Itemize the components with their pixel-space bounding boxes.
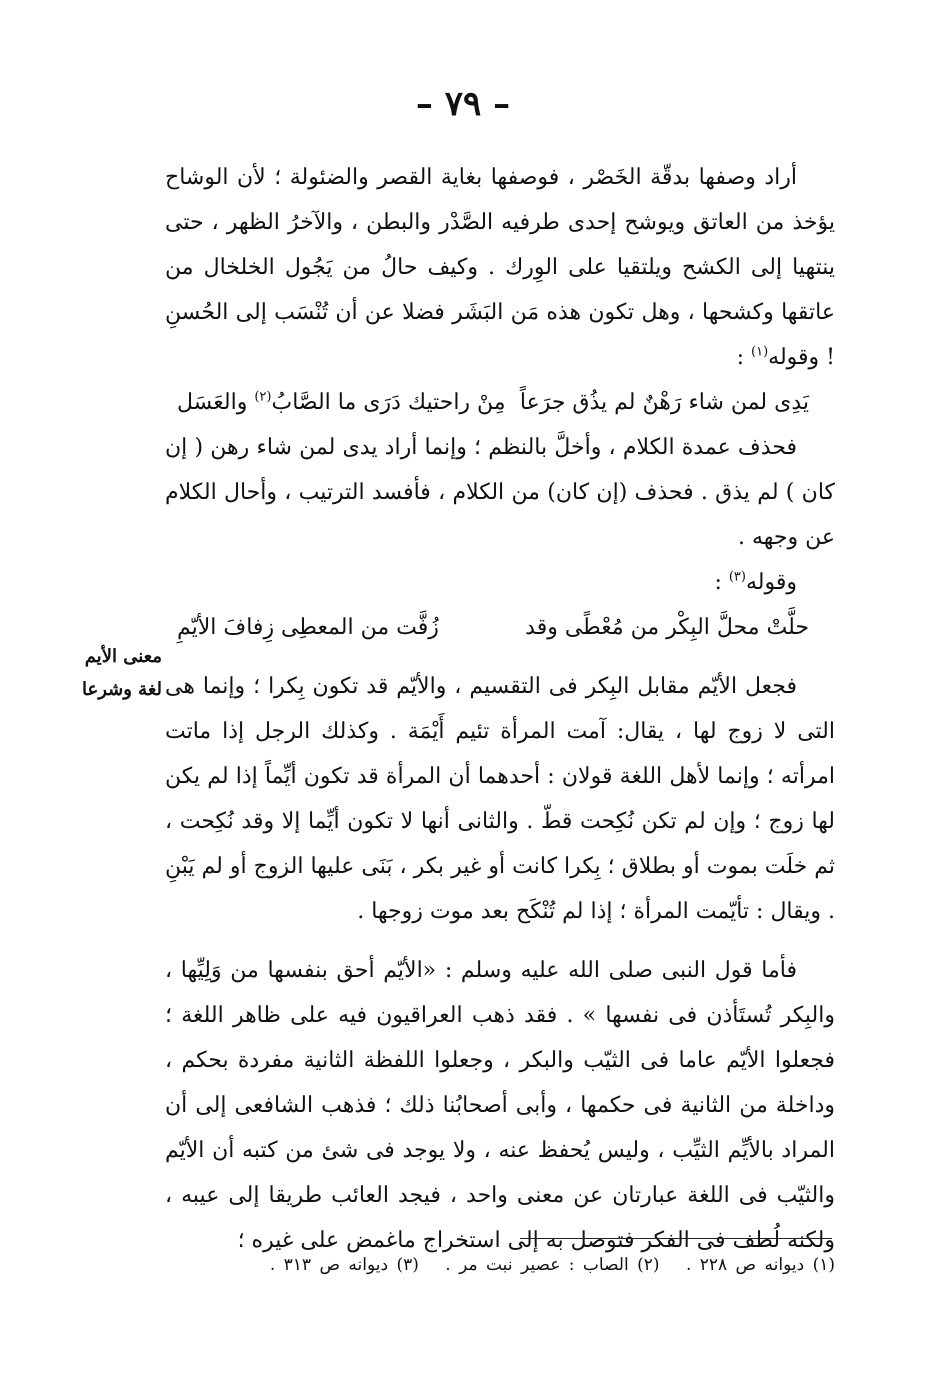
verse-2-first-hemistich: حلَّتْ محلَّ البِكْر من مُعْطًى وقد: [525, 615, 809, 640]
paragraph-1: أراد وصفها بدقّة الخَصْر ، فوصفها بغاية القصر والضئولة ؛ لأن الوشاح يؤخذ من العاتق ويوشح إحدى طرفيه الصَّدْر والبطن ، والآخرُ الظهر ، حتى ينتهيا إلى الكشح ويلتقيا على الوِرك . وكيف حالُ من يَجُول الخلخال من عاتقها وكشحها ، وهل تكون هذه مَن البَشَر فضلا عن أن تُنْسَب إلى الحُسنِ ! وقوله$^{(١)}$ :: [165, 165, 835, 370]
paragraph-5: فأما قول النبى صلى الله عليه وسلم : «الأيّم أحق بنفسها من وَلِيِّها ، والبِكر تُستَأذن فى نفسها » . فقد ذهب العراقيون فيه على ظاهر اللغة ؛ فجعلوا الأيّم عاما فى الثيّب والبكر ، وجعلوا اللفظة الثانية مفردة بحكم ، وداخلة من الثانية فى حكمها ، وأبى أصحابُنا ذلك ؛ فذهب الشافعى إلى أن المراد بالأيِّم الثيِّب ، وليس يُحفظ عنه ، ولا يوجد فى شئ من كتبه أن الأيّم والثيّب فى اللغة عبارتان عن معنى واحد ، فيجد العائب طريقا إلى عيبه ، ولكنه لُطف فى الفكر فتوصل به إلى استخراج ماغمض على غيره ؛: [165, 958, 835, 1253]
verse-1-second-hemistich: مِنْ راحتيك دَرَى ما الصَّابُ$^{(٢)}$ والعَسَل: [177, 389, 506, 415]
margin-note-line-2: لغة وشرعا: [81, 679, 162, 700]
verse-1-first-hemistich: يَدِى لمن شاء رَهْنٌ لم يذُق جرَعاً: [519, 390, 809, 415]
paragraph-4: فجعل الأيّم مقابل البِكر فى التقسيم ، والأيّم قد تكون بِكرا ؛ وإنما هى التى لا زوج لها ، يقال: آمت المرأة تئيم أَيْمَة . وكذلك الرجل إذا ماتت امرأته ؛ وإنما لأهل اللغة قولان : أحدهما أن المرأة قد تكون أيِّماً إذا لم يكن لها زوج ؛ وإن لم تكن نُكِحت قطّ . والثانى أنها لا تكون أيِّما إلا وقد نُكِحت ، ثم خلَت بموت أو بطلاق ؛ بِكرا كانت أو غير بكر ، بَنَى عليها الزوج أو لم يَبْنِ . ويقال : تأيّمت المرأة ؛ إذا لم تُنْكَح بعد موت زوجها .: [165, 674, 835, 924]
footnotes: [165, 1250, 835, 1280]
verse-2: [165, 605, 835, 650]
main-text: [165, 155, 835, 1263]
footnote-ref-2[interactable]: (٢): [254, 389, 272, 405]
footnote-ref-1[interactable]: (١): [751, 344, 769, 360]
footnote-1: (١) ديوانه ص ٢٢٨ .: [685, 1255, 835, 1275]
footnote-ref-3[interactable]: (٣): [728, 569, 746, 585]
verse-1: [165, 380, 835, 425]
footnote-2: (٢) الصاب : عصير نبت مر .: [445, 1255, 660, 1275]
paragraph-3: وقوله$^{(٣)}$ :: [714, 569, 797, 595]
paragraph-2: فحذف عمدة الكلام ، وأخلَّ بالنظم ؛ وإنما أراد يدى لمن شاء رهن ( إن كان ) لم يذق . فحذف (إن كان) من الكلام ، فأفسد الترتيب ، وأحال الكلام عن وجهه .: [165, 435, 835, 550]
footnote-divider: [520, 1238, 832, 1239]
margin-note: [62, 640, 162, 706]
footnote-3: (٣) ديوانه ص ٣١٣ .: [269, 1255, 419, 1275]
margin-note-line-1: معنى الأيم: [84, 646, 162, 667]
verse-2-second-hemistich: زُفَّت من المعطِى زِفافَ الأيّمِ: [177, 615, 439, 640]
page-number: – ٧٩ –: [415, 84, 511, 124]
